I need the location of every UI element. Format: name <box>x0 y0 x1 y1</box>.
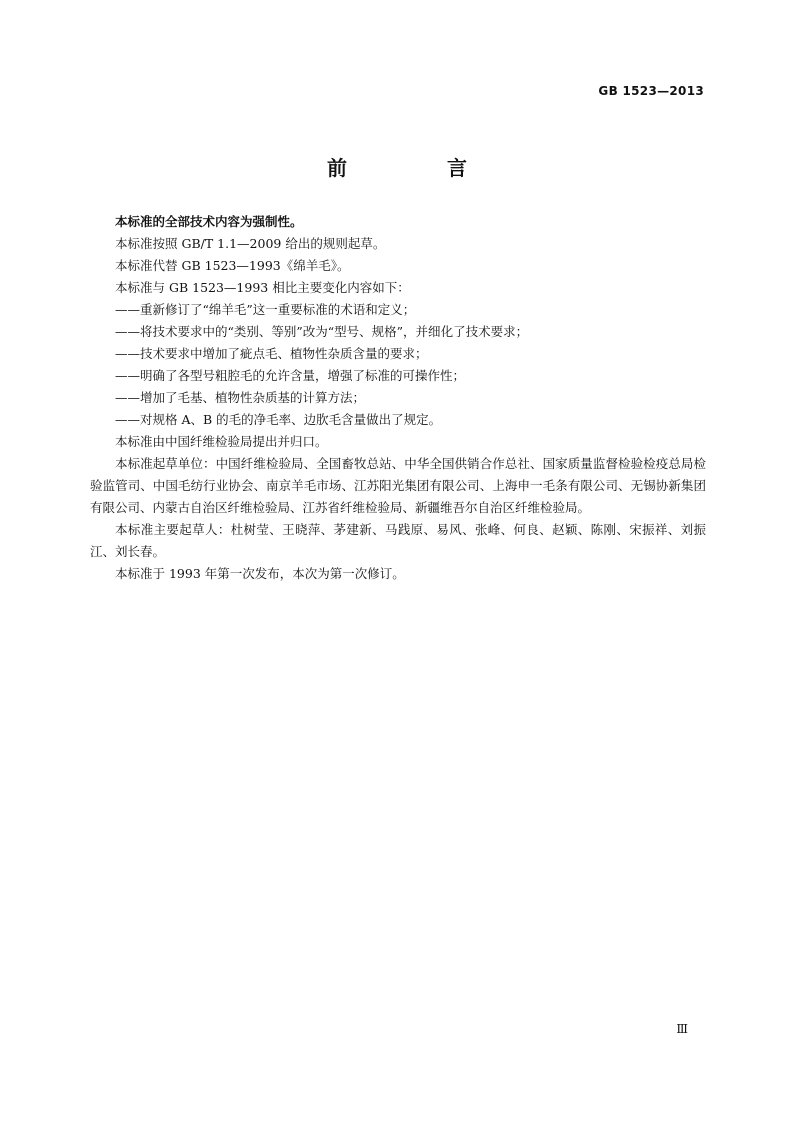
paragraph-drafting-units: 本标准起草单位：中国纤维检验局、全国畜牧总站、中华全国供销合作总社、国家质量监督检验检疫总局检验监管司、中国毛纺行业协会、南京羊毛市场、江苏阳光集团有限公司、上海申一毛条有限公司、无锡协新集团有限公司、内蒙古自治区纤维检验局、江苏省纤维检验局、新疆维吾尔自治区纤维检验局。 <box>90 456 706 515</box>
page-number: Ⅲ <box>676 1022 688 1036</box>
paragraph-drafters: 本标准主要起草人：杜树莹、王晓萍、茅建新、马践原、易风、张峰、何良、赵颖、陈刚、宋振祥、刘振江、刘长春。 <box>90 522 706 559</box>
foreword-body <box>90 211 706 585</box>
paragraph-replaces: 本标准代替 GB 1523—1993《绵羊毛》。 <box>115 258 350 273</box>
paragraph-proposer: 本标准由中国纤维检验局提出并归口。 <box>115 434 328 449</box>
list-item-change: ——对规格 A、B 的毛的净毛率、边肷毛含量做出了规定。 <box>115 412 442 427</box>
list-item-change: ——技术要求中增加了疵点毛、植物性杂质含量的要求； <box>115 346 428 361</box>
page-title: 前 言 <box>327 156 507 180</box>
paragraph-drafting-rules: 本标准按照 GB/T 1.1—2009 给出的规则起草。 <box>115 236 386 251</box>
list-item-change: ——将技术要求中的“类别、等别”改为“型号、规格”，并细化了技术要求； <box>115 324 529 339</box>
list-item-change: ——增加了毛基、植物性杂质基的计算方法； <box>115 390 366 405</box>
paragraph-history: 本标准于 1993 年第一次发布，本次为第一次修订。 <box>115 566 405 581</box>
list-item-change: ——重新修订了“绵羊毛”这一重要标准的术语和定义； <box>115 302 416 317</box>
paragraph-changes-intro: 本标准与 GB 1523—1993 相比主要变化内容如下： <box>115 280 410 295</box>
standard-code: GB 1523—2013 <box>598 84 704 98</box>
paragraph-mandatory: 本标准的全部技术内容为强制性。 <box>115 214 303 229</box>
list-item-change: ——明确了各型号粗腔毛的允许含量，增强了标准的可操作性； <box>115 368 466 383</box>
